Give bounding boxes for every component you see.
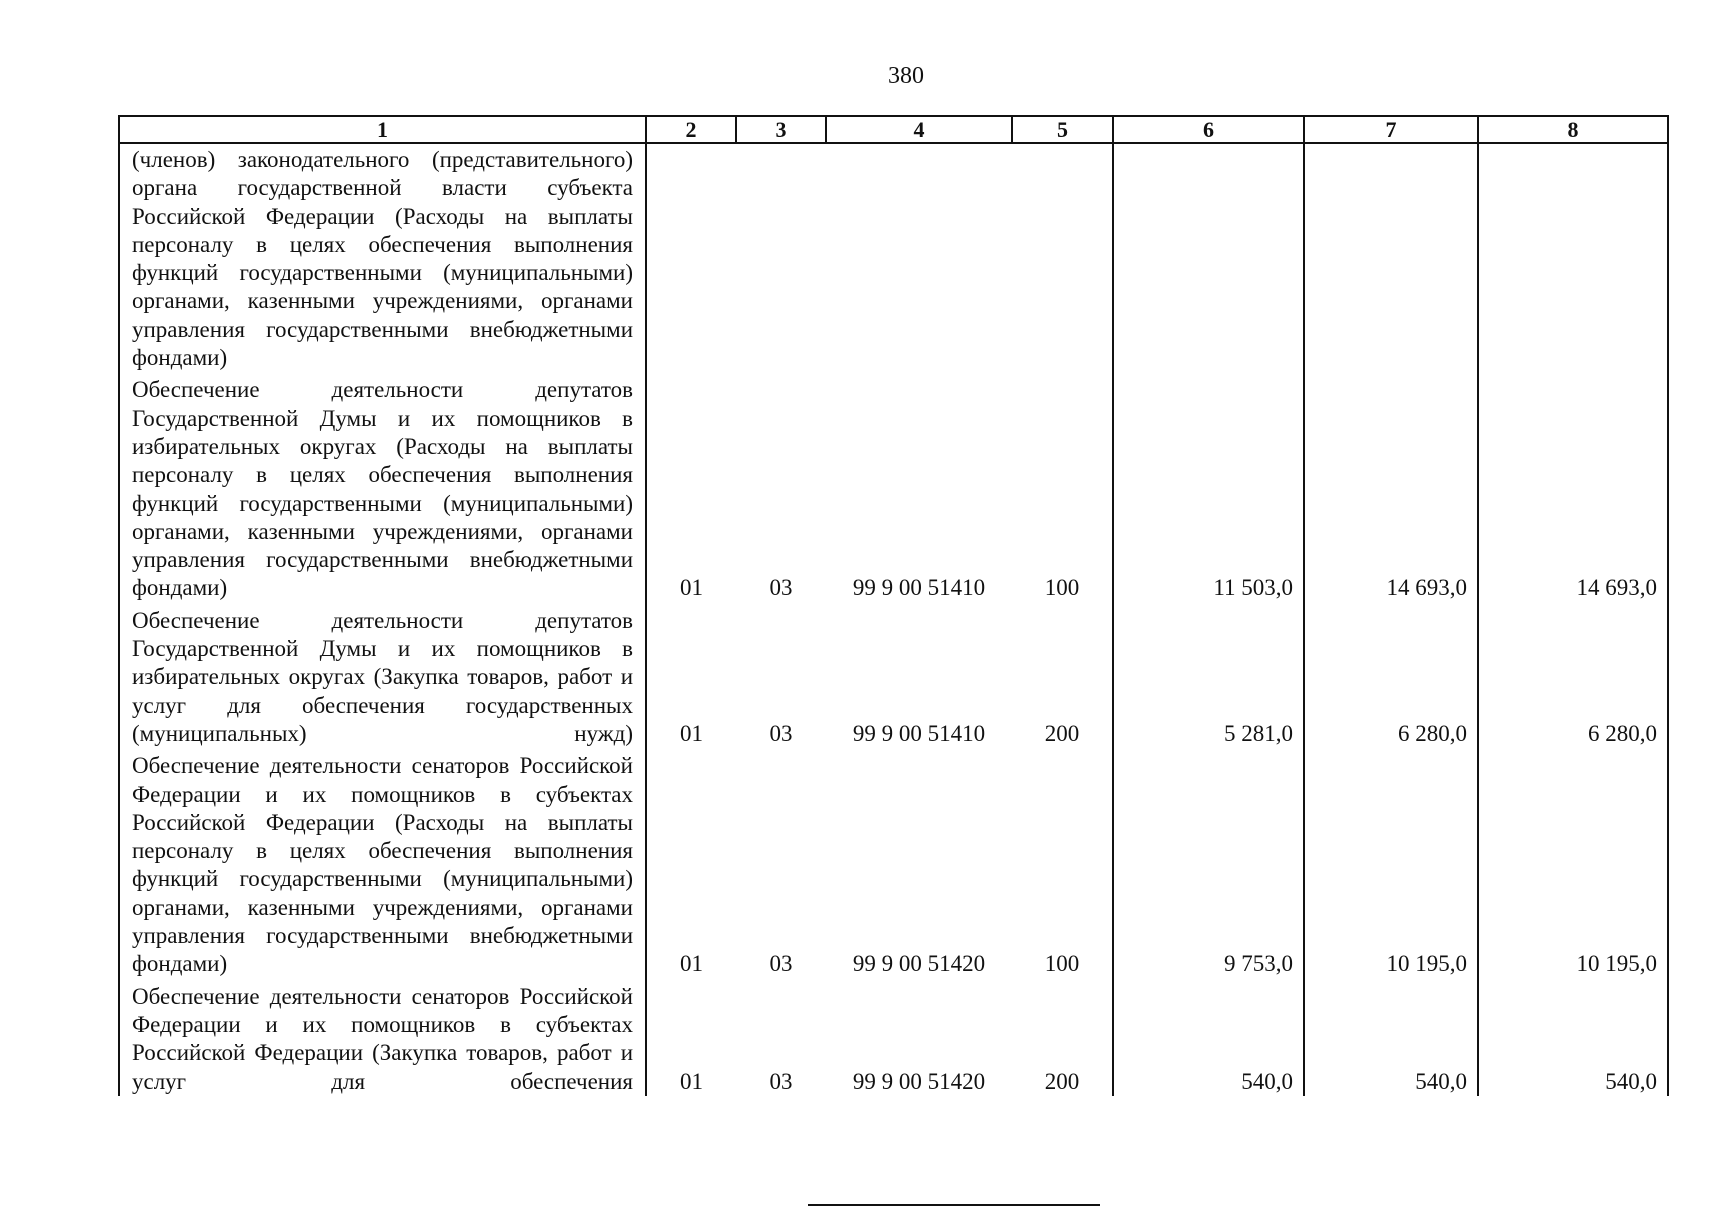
description-line: избирательных округах (Расходы на выплаты [132, 433, 633, 459]
amount-col-6: 5 281,0 [1113, 603, 1304, 748]
description-line: (членов) законодательного [132, 147, 410, 172]
row-description [119, 979, 646, 1096]
description-line: государственными внебюджетными фондами) [132, 923, 634, 977]
description-line: внебюджетными фондами) [132, 316, 634, 371]
section-code: 01 [680, 575, 703, 601]
description-line: учреждениями, органами управления [132, 894, 633, 949]
amount-col-7: 14 693,0 [1304, 372, 1478, 602]
description-line: выполнения функций государственными [132, 838, 633, 892]
description-line: (Расходы на выплаты персоналу в целях [132, 203, 633, 257]
description-line: (муниципальными) органами, казенными [132, 490, 633, 544]
target-article-code: 99 9 00 51420 [852, 951, 986, 977]
amount-col-7 [1304, 143, 1478, 372]
expense-type-code [1012, 143, 1113, 372]
amount-col-6: 9 753,0 [1113, 748, 1304, 978]
description-line: субъектах Российской Федерации (Расходы на [132, 781, 634, 835]
description-line: Обеспечение деятельности депутатов [132, 377, 633, 403]
table-body [119, 143, 1668, 1096]
target-article-code [826, 143, 1012, 372]
amount-col-7: 6 280,0 [1304, 603, 1478, 748]
budget-table [118, 115, 1669, 1096]
description-line: Российской Федерации и их помощников в [132, 753, 633, 807]
row-description [119, 603, 646, 748]
description-line: выплаты персоналу в целях обеспечения [132, 809, 634, 864]
description-line: (муниципальных) нужд) [132, 720, 633, 746]
header-col-5: 5 [1012, 116, 1113, 143]
section-code: 01 [680, 951, 703, 977]
amount-col-6 [1113, 143, 1304, 372]
description-line: Российской Федерации и их помощников в [132, 983, 633, 1037]
table-row [119, 372, 1668, 602]
table-row [119, 143, 1668, 372]
header-col-3: 3 [736, 116, 826, 143]
amount-col-7: 10 195,0 [1304, 748, 1478, 978]
subsection-code: 03 [769, 1068, 793, 1094]
table-row [119, 748, 1668, 978]
target-article-code: 99 9 00 51420 [852, 1068, 986, 1094]
subsection-code [736, 143, 826, 372]
section-code: 01 [680, 720, 703, 746]
amount-col-8: 14 693,0 [1478, 372, 1668, 602]
header-col-8: 8 [1478, 116, 1668, 143]
subsection-code: 03 [769, 575, 793, 601]
description-line: товаров, работ и услуг для обеспечения [132, 1040, 634, 1094]
section-code: 01 [680, 1068, 703, 1094]
description-line: Обеспечение деятельности сенаторов [132, 983, 510, 1009]
description-line: и услуг для обеспечения государственных [132, 664, 633, 718]
amount-col-6: 540,0 [1113, 979, 1304, 1096]
row-description [119, 748, 646, 978]
expense-type-code: 100 [1044, 575, 1080, 601]
description-line: власти субъекта Российской Федерации [132, 175, 633, 229]
description-line: избирательных округах (Закупка товаров, работ [132, 664, 613, 690]
description-line: органами, казенными учреждениями, органами [132, 288, 633, 314]
description-line: обеспечения выполнения функций [132, 231, 633, 286]
description-line: Государственной Думы и их помощников в [132, 405, 633, 431]
description-line: управления государственными [132, 316, 449, 342]
amount-col-7: 540,0 [1304, 979, 1478, 1096]
description-line: (муниципальными) органами, казенными [132, 866, 633, 920]
expense-type-code: 100 [1044, 951, 1080, 977]
table-row [119, 603, 1668, 748]
description-line: функций государственными [132, 490, 422, 516]
header-col-1: 1 [119, 116, 646, 143]
subsection-code: 03 [769, 720, 793, 746]
row-description [119, 372, 646, 602]
description-line: субъектах Российской Федерации (Закупка [132, 1011, 634, 1066]
description-line: государственными (муниципальными) [239, 260, 633, 286]
description-line: (представительного) органа государственной [132, 147, 633, 201]
amount-col-8 [1478, 143, 1668, 372]
description-line: государственными внебюджетными фондами) [132, 547, 634, 601]
header-col-4: 4 [826, 116, 1012, 143]
subsection-code: 03 [769, 951, 793, 977]
amount-col-8: 10 195,0 [1478, 748, 1668, 978]
description-line: персоналу в целях обеспечения выполнения [132, 462, 633, 488]
expense-type-code: 200 [1044, 720, 1080, 746]
row-description [119, 143, 646, 372]
header-col-7: 7 [1304, 116, 1478, 143]
description-line: учреждениями, органами управления [132, 518, 633, 573]
amount-col-8: 540,0 [1478, 979, 1668, 1096]
amount-col-6: 11 503,0 [1113, 372, 1304, 602]
page-number: 380 [888, 63, 924, 89]
header-col-6: 6 [1113, 116, 1304, 143]
expense-type-code: 200 [1044, 1068, 1080, 1094]
description-line: Государственной Думы и их помощников в [132, 636, 633, 662]
amount-col-8: 6 280,0 [1478, 603, 1668, 748]
header-col-2: 2 [646, 116, 736, 143]
target-article-code: 99 9 00 51410 [852, 720, 986, 746]
section-code [646, 143, 736, 372]
description-line: Обеспечение деятельности депутатов [132, 607, 633, 633]
table-row [119, 979, 1668, 1096]
target-article-code: 99 9 00 51410 [852, 575, 986, 601]
description-line: Обеспечение деятельности сенаторов [132, 753, 510, 779]
header-row [119, 116, 1668, 143]
